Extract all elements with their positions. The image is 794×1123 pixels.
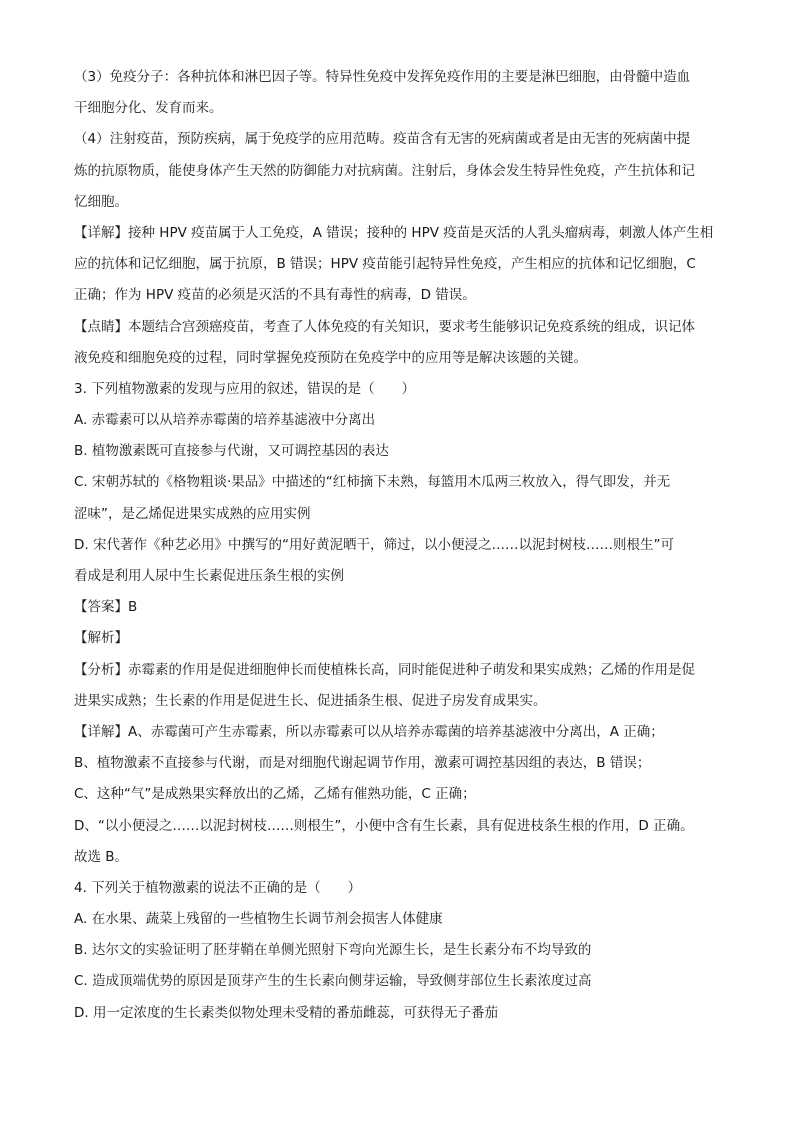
answer-label: 【答案】B (74, 599, 138, 616)
text-line: 应的抗体和记忆细胞，属于抗原，B 错误；HPV 疫苗能引起特异性免疫，产生相应的抗体和记忆细胞，C (74, 256, 696, 273)
text-line: 【详解】A、赤霉菌可产生赤霉素，所以赤霉素可以从培养赤霉菌的培养基滤液中分离出，A 正确； (74, 723, 664, 740)
text-line: 【点睛】本题结合宫颈癌疫苗，考查了人体免疫的有关知识，要求考生能够识记免疫系统的组成，识记体 (74, 318, 695, 335)
text-line: D、“以小便浸之……以泥封树枝……则根生”，小便中含有生长素，具有促进枝条生根的作用，D 正确。 (74, 817, 694, 834)
question-stem: 3. 下列植物激素的发现与应用的叙述，错误的是（ ） (74, 380, 416, 397)
text-line: 【分析】赤霉素的作用是促进细胞伸长而使植株长高，同时能促进种子萌发和果实成熟；乙烯的作用是促 (74, 661, 695, 678)
text-line: 进果实成熟；生长素的作用是促进生长、促进插条生根、促进子房发育成果实。 (74, 692, 547, 709)
option-c: C. 宋朝苏轼的《格物粗谈·果品》中描述的“红柿摘下未熟，每篮用木瓜两三枚放入，得气即发，并无 (74, 474, 671, 491)
option-a: A. 赤霉素可以从培养赤霉菌的培养基滤液中分离出 (74, 412, 376, 429)
text-line: C、这种“气”是成熟果实释放出的乙烯，乙烯有催熟功能，C 正确； (74, 786, 476, 803)
analysis-label: 【解析】 (74, 630, 128, 647)
text-line: 正确；作为 HPV 疫苗的必须是灭活的不具有毒性的病毒，D 错误。 (74, 287, 476, 304)
option-d: D. 宋代著作《种艺必用》中撰写的“用好黄泥晒干，筛过，以小便浸之……以泥封树枝……则根生”可 (74, 536, 674, 553)
option-b: B. 达尔文的实验证明了胚芽鞘在单侧光照射下弯向光源生长，是生长素分布不均导致的 (74, 942, 592, 959)
document-page (74, 62, 724, 1029)
text-line: （4）注射疫苗，预防疾病，属于免疫学的应用范畴。疫苗含有无害的死病菌或者是由无害的死病菌中提 (74, 131, 691, 148)
text-line: （3）免疫分子：各种抗体和淋巴因子等。特异性免疫中发挥免疫作用的主要是淋巴细胞，由骨髓中造血 (74, 69, 691, 85)
option-d-cont: 看成是利用人尿中生长素促进压条生根的实例 (74, 568, 344, 584)
text-line: B、植物激素不直接参与代谢，而是对细胞代谢起调节作用，激素可调控基因组的表达，B 错误； (74, 755, 651, 772)
option-d: D. 用一定浓度的生长素类似物处理未受精的番茄雌蕊，可获得无子番茄 (74, 1004, 498, 1021)
text-line: 干细胞分化、发育而来。 (74, 100, 223, 117)
text-line: 忆细胞。 (74, 193, 128, 210)
option-c-cont: 涩味”，是乙烯促进果实成熟的应用实例 (74, 505, 311, 522)
question-stem: 4. 下列关于植物激素的说法不正确的是（ ） (74, 879, 362, 896)
text-line: 故选 B。 (74, 848, 129, 865)
option-c: C. 造成顶端优势的原因是顶芽产生的生长素向侧芽运输，导致侧芽部位生长素浓度过高 (74, 973, 592, 990)
option-b: B. 植物激素既可直接参与代谢，又可调控基因的表达 (74, 443, 389, 460)
text-line: 【详解】接种 HPV 疫苗属于人工免疫，A 错误；接种的 HPV 疫苗是灭活的人乳头瘤病毒，刺激人体产生相 (74, 224, 714, 241)
text-line: 炼的抗原物质，能使身体产生天然的防御能力对抗病菌。注射后，身体会发生特异性免疫，产生抗体和记 (74, 162, 695, 179)
text-line: 液免疫和细胞免疫的过程，同时掌握免疫预防在免疫学中的应用等是解决该题的关键。 (74, 349, 587, 366)
option-a: A. 在水果、蔬菜上残留的一些植物生长调节剂会损害人体健康 (74, 911, 443, 928)
